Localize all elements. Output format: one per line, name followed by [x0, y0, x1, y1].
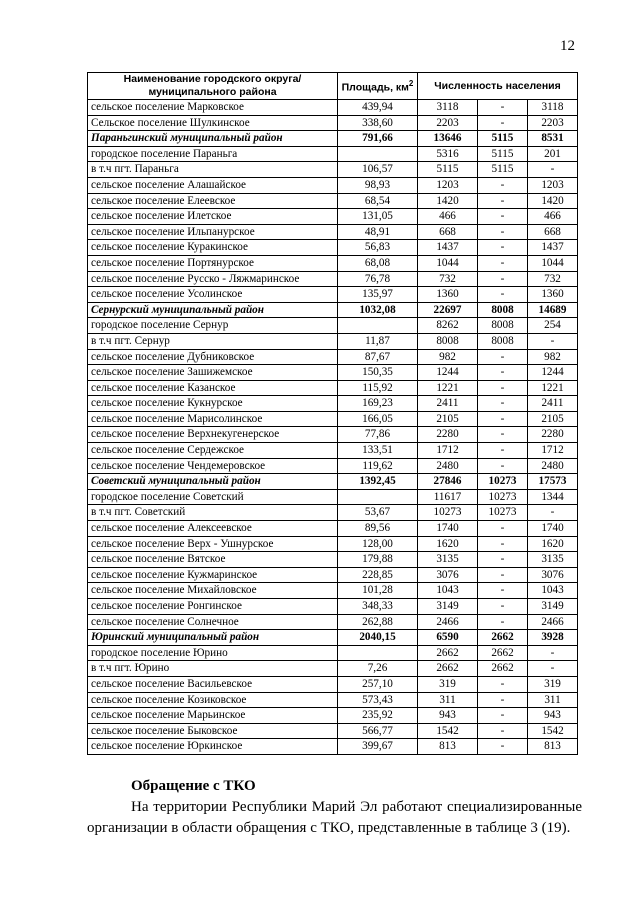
cell-rural: 1203: [528, 177, 578, 193]
cell-area: 77,86: [338, 427, 418, 443]
cell-urban: 2662: [478, 645, 528, 661]
cell-area: 1392,45: [338, 474, 418, 490]
cell-total: 732: [418, 271, 478, 287]
cell-name: сельское поселение Марисолинское: [88, 411, 338, 427]
district-row: [88, 630, 578, 646]
cell-area: 439,94: [338, 100, 418, 116]
cell-urban: -: [478, 739, 528, 755]
cell-rural: 3135: [528, 552, 578, 568]
table-row: [88, 411, 578, 427]
cell-area: 76,78: [338, 271, 418, 287]
cell-area: 53,67: [338, 505, 418, 521]
cell-area: 11,87: [338, 333, 418, 349]
cell-total: 311: [418, 692, 478, 708]
cell-area: 791,66: [338, 131, 418, 147]
cell-name: сельское поселение Юркинское: [88, 739, 338, 755]
cell-total: 1360: [418, 287, 478, 303]
table-row: [88, 645, 578, 661]
cell-urban: -: [478, 521, 528, 537]
cell-name: сельское поселение Илетское: [88, 209, 338, 225]
table-row: [88, 614, 578, 630]
cell-rural: 254: [528, 318, 578, 334]
cell-name: сельское поселение Ронгинское: [88, 599, 338, 615]
cell-name: сельское поселение Зашижемское: [88, 365, 338, 381]
cell-rural: 982: [528, 349, 578, 365]
cell-area: 98,93: [338, 177, 418, 193]
cell-area: 135,97: [338, 287, 418, 303]
cell-name: сельское поселение Елеевское: [88, 193, 338, 209]
cell-urban: -: [478, 396, 528, 412]
cell-total: 5316: [418, 146, 478, 162]
cell-area: 179,88: [338, 552, 418, 568]
cell-urban: -: [478, 100, 528, 116]
cell-rural: 1620: [528, 536, 578, 552]
cell-total: 6590: [418, 630, 478, 646]
cell-name: в т.ч пгт. Параньга: [88, 162, 338, 178]
table-row: [88, 100, 578, 116]
cell-name: городское поселение Сернур: [88, 318, 338, 334]
cell-area: 115,92: [338, 380, 418, 396]
cell-total: 3135: [418, 552, 478, 568]
cell-area: 2040,15: [338, 630, 418, 646]
cell-name: сельское поселение Русско - Ляжмаринское: [88, 271, 338, 287]
cell-rural: 813: [528, 739, 578, 755]
cell-rural: -: [528, 162, 578, 178]
cell-name: сельское поселение Алексеевское: [88, 521, 338, 537]
cell-name: сельское поселение Усолинское: [88, 287, 338, 303]
table-header-row: [88, 73, 578, 100]
table-row: [88, 723, 578, 739]
header-area-label: Площадь, км: [341, 81, 409, 94]
cell-total: 13646: [418, 131, 478, 147]
cell-rural: 1221: [528, 380, 578, 396]
cell-name: сельское поселение Козиковское: [88, 692, 338, 708]
cell-total: 1203: [418, 177, 478, 193]
cell-name: сельское поселение Васильевское: [88, 676, 338, 692]
cell-area: [338, 645, 418, 661]
cell-rural: -: [528, 661, 578, 677]
cell-area: 262,88: [338, 614, 418, 630]
cell-urban: 2662: [478, 661, 528, 677]
cell-name: сельское поселение Михайловское: [88, 583, 338, 599]
cell-total: 813: [418, 739, 478, 755]
cell-urban: -: [478, 177, 528, 193]
cell-name: сельское поселение Ильпанурское: [88, 224, 338, 240]
table-row: [88, 209, 578, 225]
table-row: [88, 115, 578, 131]
table-row: [88, 396, 578, 412]
cell-total: 1620: [418, 536, 478, 552]
cell-name: в т.ч пгт. Советский: [88, 505, 338, 521]
table-row: [88, 443, 578, 459]
cell-rural: 3076: [528, 567, 578, 583]
cell-area: 87,67: [338, 349, 418, 365]
cell-total: 2662: [418, 645, 478, 661]
cell-name: сельское поселение Верхнекугенерское: [88, 427, 338, 443]
cell-area: 150,35: [338, 365, 418, 381]
cell-total: 22697: [418, 302, 478, 318]
cell-area: 119,62: [338, 458, 418, 474]
cell-area: 89,56: [338, 521, 418, 537]
cell-total: 1437: [418, 240, 478, 256]
cell-urban: -: [478, 692, 528, 708]
cell-rural: 2280: [528, 427, 578, 443]
table-row: [88, 583, 578, 599]
table-row: [88, 505, 578, 521]
table-row: [88, 318, 578, 334]
cell-rural: 201: [528, 146, 578, 162]
cell-area: 573,43: [338, 692, 418, 708]
table-row: [88, 567, 578, 583]
table-row: [88, 661, 578, 677]
cell-area: [338, 146, 418, 162]
cell-area: 101,28: [338, 583, 418, 599]
cell-area: 7,26: [338, 661, 418, 677]
cell-rural: 2466: [528, 614, 578, 630]
cell-urban: -: [478, 567, 528, 583]
cell-name: сельское поселение Алашайское: [88, 177, 338, 193]
cell-total: 3149: [418, 599, 478, 615]
cell-total: 8262: [418, 318, 478, 334]
cell-urban: -: [478, 224, 528, 240]
table-row: [88, 676, 578, 692]
cell-rural: 1244: [528, 365, 578, 381]
cell-total: 3118: [418, 100, 478, 116]
table-row: [88, 146, 578, 162]
cell-urban: -: [478, 193, 528, 209]
cell-urban: -: [478, 552, 528, 568]
cell-rural: 1740: [528, 521, 578, 537]
cell-rural: 1420: [528, 193, 578, 209]
cell-name: сельское поселение Марьинское: [88, 708, 338, 724]
cell-area: 68,08: [338, 255, 418, 271]
cell-name: Сельское поселение Шулкинское: [88, 115, 338, 131]
cell-urban: -: [478, 443, 528, 459]
cell-urban: 2662: [478, 630, 528, 646]
cell-urban: -: [478, 723, 528, 739]
cell-rural: 2411: [528, 396, 578, 412]
table-row: [88, 380, 578, 396]
cell-rural: 466: [528, 209, 578, 225]
cell-name: сельское поселение Вятское: [88, 552, 338, 568]
district-row: [88, 474, 578, 490]
cell-area: 56,83: [338, 240, 418, 256]
header-area-sup: 2: [408, 79, 414, 89]
table-row: [88, 333, 578, 349]
cell-total: 11617: [418, 489, 478, 505]
cell-area: 1032,08: [338, 302, 418, 318]
table-row: [88, 224, 578, 240]
cell-total: 1043: [418, 583, 478, 599]
cell-rural: 1344: [528, 489, 578, 505]
table-row: [88, 365, 578, 381]
cell-total: 3076: [418, 567, 478, 583]
cell-urban: -: [478, 676, 528, 692]
header-population: Численность населения: [418, 73, 578, 100]
cell-rural: 1360: [528, 287, 578, 303]
cell-name: сельское поселение Сердежское: [88, 443, 338, 459]
table-row: [88, 271, 578, 287]
cell-rural: 1542: [528, 723, 578, 739]
cell-total: 8008: [418, 333, 478, 349]
district-row: [88, 131, 578, 147]
cell-name: сельское поселение Куракинское: [88, 240, 338, 256]
cell-name: сельское поселение Дубниковское: [88, 349, 338, 365]
cell-urban: -: [478, 583, 528, 599]
cell-total: 5115: [418, 162, 478, 178]
cell-rural: 1437: [528, 240, 578, 256]
cell-urban: 10273: [478, 474, 528, 490]
cell-name: городское поселение Параньга: [88, 146, 338, 162]
cell-urban: -: [478, 536, 528, 552]
header-name: Наименование городского округа/ муниципального района: [88, 73, 338, 100]
cell-name: Параньгинский муниципальный район: [88, 131, 338, 147]
cell-rural: 3118: [528, 100, 578, 116]
cell-total: 982: [418, 349, 478, 365]
cell-area: 235,92: [338, 708, 418, 724]
cell-rural: 8531: [528, 131, 578, 147]
table-row: [88, 193, 578, 209]
cell-total: 319: [418, 676, 478, 692]
table-row: [88, 739, 578, 755]
table-row: [88, 177, 578, 193]
cell-area: 68,54: [338, 193, 418, 209]
cell-rural: 2105: [528, 411, 578, 427]
cell-urban: -: [478, 255, 528, 271]
cell-total: 2105: [418, 411, 478, 427]
cell-name: сельское поселение Казанское: [88, 380, 338, 396]
cell-total: 2466: [418, 614, 478, 630]
header-area: [338, 73, 418, 100]
population-table: [87, 72, 578, 755]
table-row: [88, 692, 578, 708]
cell-total: 1044: [418, 255, 478, 271]
table-row: [88, 240, 578, 256]
cell-total: 2280: [418, 427, 478, 443]
cell-urban: -: [478, 287, 528, 303]
cell-area: 166,05: [338, 411, 418, 427]
cell-rural: 311: [528, 692, 578, 708]
cell-area: 228,85: [338, 567, 418, 583]
cell-urban: -: [478, 349, 528, 365]
table-row: [88, 255, 578, 271]
cell-rural: 732: [528, 271, 578, 287]
cell-rural: -: [528, 645, 578, 661]
cell-area: 128,00: [338, 536, 418, 552]
cell-urban: -: [478, 365, 528, 381]
cell-rural: 1044: [528, 255, 578, 271]
cell-urban: -: [478, 271, 528, 287]
cell-urban: 8008: [478, 302, 528, 318]
cell-rural: -: [528, 333, 578, 349]
cell-total: 10273: [418, 505, 478, 521]
cell-urban: 5115: [478, 162, 528, 178]
cell-area: 131,05: [338, 209, 418, 225]
cell-rural: 1712: [528, 443, 578, 459]
cell-urban: -: [478, 708, 528, 724]
cell-rural: 3149: [528, 599, 578, 615]
cell-urban: 10273: [478, 505, 528, 521]
cell-total: 2203: [418, 115, 478, 131]
cell-urban: 8008: [478, 318, 528, 334]
cell-total: 943: [418, 708, 478, 724]
cell-urban: -: [478, 458, 528, 474]
cell-name: Сернурский муниципальный район: [88, 302, 338, 318]
cell-total: 1712: [418, 443, 478, 459]
cell-urban: -: [478, 240, 528, 256]
cell-total: 1221: [418, 380, 478, 396]
cell-rural: 2203: [528, 115, 578, 131]
cell-name: Советский муниципальный район: [88, 474, 338, 490]
cell-name: городское поселение Юрино: [88, 645, 338, 661]
cell-name: городское поселение Советский: [88, 489, 338, 505]
cell-area: 338,60: [338, 115, 418, 131]
cell-urban: -: [478, 599, 528, 615]
cell-area: 257,10: [338, 676, 418, 692]
table-row: [88, 458, 578, 474]
cell-name: сельское поселение Верх - Ушнурское: [88, 536, 338, 552]
cell-total: 27846: [418, 474, 478, 490]
cell-rural: 1043: [528, 583, 578, 599]
cell-rural: -: [528, 505, 578, 521]
cell-name: в т.ч пгт. Юрино: [88, 661, 338, 677]
table-body: [88, 100, 578, 755]
cell-area: [338, 318, 418, 334]
cell-total: 668: [418, 224, 478, 240]
cell-total: 1420: [418, 193, 478, 209]
cell-area: 133,51: [338, 443, 418, 459]
cell-area: 106,57: [338, 162, 418, 178]
cell-urban: -: [478, 614, 528, 630]
cell-area: 48,91: [338, 224, 418, 240]
cell-rural: 17573: [528, 474, 578, 490]
cell-name: сельское поселение Чендемеровское: [88, 458, 338, 474]
cell-urban: -: [478, 427, 528, 443]
cell-urban: 10273: [478, 489, 528, 505]
cell-urban: -: [478, 209, 528, 225]
cell-rural: 2480: [528, 458, 578, 474]
cell-name: сельское поселение Портянурское: [88, 255, 338, 271]
cell-total: 1244: [418, 365, 478, 381]
district-row: [88, 302, 578, 318]
cell-total: 2411: [418, 396, 478, 412]
table-row: [88, 489, 578, 505]
cell-total: 2662: [418, 661, 478, 677]
cell-total: 466: [418, 209, 478, 225]
cell-name: Юринский муниципальный район: [88, 630, 338, 646]
table-row: [88, 521, 578, 537]
cell-name: сельское поселение Быковское: [88, 723, 338, 739]
table-row: [88, 536, 578, 552]
cell-name: сельское поселение Кукнурское: [88, 396, 338, 412]
cell-name: сельское поселение Кужмаринское: [88, 567, 338, 583]
cell-name: сельское поселение Солнечное: [88, 614, 338, 630]
cell-area: 566,77: [338, 723, 418, 739]
cell-total: 1542: [418, 723, 478, 739]
table-row: [88, 162, 578, 178]
cell-urban: -: [478, 380, 528, 396]
table-row: [88, 552, 578, 568]
table-row: [88, 287, 578, 303]
cell-rural: 3928: [528, 630, 578, 646]
cell-total: 2480: [418, 458, 478, 474]
cell-urban: 8008: [478, 333, 528, 349]
cell-rural: 319: [528, 676, 578, 692]
cell-total: 1740: [418, 521, 478, 537]
cell-name: сельское поселение Марковское: [88, 100, 338, 116]
cell-urban: -: [478, 411, 528, 427]
cell-rural: 668: [528, 224, 578, 240]
cell-area: 169,23: [338, 396, 418, 412]
table-row: [88, 427, 578, 443]
cell-urban: 5115: [478, 131, 528, 147]
cell-urban: -: [478, 115, 528, 131]
cell-urban: 5115: [478, 146, 528, 162]
table-row: [88, 599, 578, 615]
cell-rural: 943: [528, 708, 578, 724]
cell-name: в т.ч пгт. Сернур: [88, 333, 338, 349]
table-row: [88, 708, 578, 724]
section-title: Обращение с ТКО: [131, 778, 256, 794]
cell-area: 399,67: [338, 739, 418, 755]
section-paragraph: На территории Республики Марий Эл работают специализированные организации в области обращения с ТКО, представленные в таблице 3 (19).: [87, 799, 582, 836]
cell-area: [338, 489, 418, 505]
cell-rural: 14689: [528, 302, 578, 318]
cell-area: 348,33: [338, 599, 418, 615]
table-row: [88, 349, 578, 365]
page-number: 12: [560, 38, 575, 54]
